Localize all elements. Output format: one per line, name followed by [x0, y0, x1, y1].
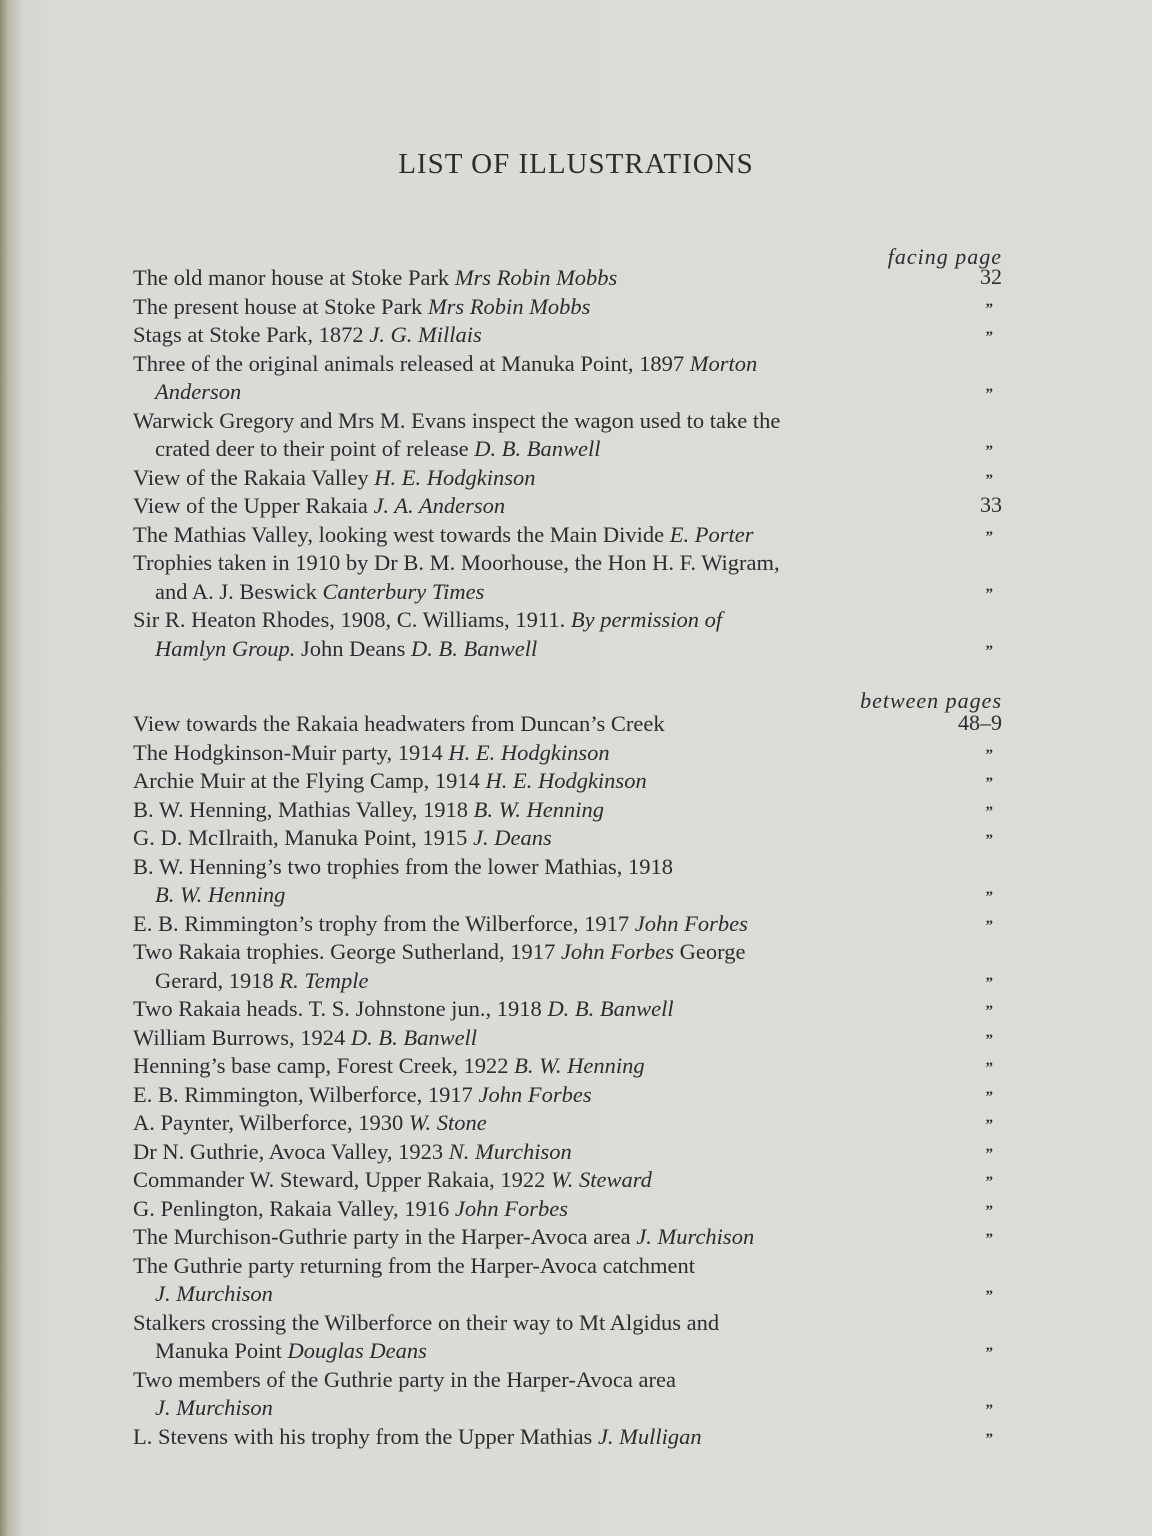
entry-caption: The Hodgkinson-Muir party, 1914	[133, 739, 449, 765]
ditto-mark: ”	[985, 528, 992, 545]
entry-caption: Archie Muir at the Flying Camp, 1914	[133, 768, 486, 793]
photo-credit: Hamlyn Group.	[155, 635, 296, 661]
entry-line	[133, 350, 757, 378]
entry-caption: Manuka Point	[155, 1338, 288, 1363]
photo-credit: W. Steward	[551, 1167, 652, 1192]
page-number: 33	[980, 492, 1002, 517]
entry-caption: A. Paynter, Wilberforce, 1930	[133, 1110, 409, 1135]
entry-line	[133, 1337, 427, 1365]
entry-caption: Sir R. Heaton Rhodes, 1908, C. Williams, 1911.	[133, 607, 571, 632]
entry-line	[133, 767, 647, 795]
entry-caption: G. D. McIlraith, Manuka Point, 1915	[133, 825, 473, 850]
section-heading: between pages	[860, 688, 1002, 713]
ditto-mark: ”	[985, 832, 992, 848]
ditto-mark: ”	[985, 917, 992, 934]
entry-line	[133, 1252, 695, 1280]
entry-line	[133, 1309, 719, 1337]
entry-caption: L. Stevens with his trophy from the Upper Mathias	[133, 1423, 598, 1449]
entry-line	[133, 796, 604, 824]
ditto-mark: ”	[985, 974, 992, 991]
photo-credit: John Forbes	[560, 939, 675, 964]
entry-caption: E. B. Rimmington, Wilberforce, 1917	[133, 1081, 479, 1107]
ditto-mark: ”	[985, 889, 992, 905]
photo-credit: By permission of	[570, 607, 723, 632]
entry-line	[133, 995, 674, 1023]
photo-credit: B. W. Henning	[514, 1053, 645, 1078]
photo-credit: Canterbury Times	[322, 578, 485, 604]
entry-line	[133, 549, 780, 577]
entry-caption: The Mathias Valley, looking west towards the Main Divide	[133, 521, 670, 547]
ditto-mark: ”	[985, 1003, 992, 1019]
photo-credit: J. Deans	[472, 825, 552, 850]
entry-line	[133, 521, 754, 549]
entry-line	[133, 938, 745, 966]
photo-credit: H. E. Hodgkinson	[448, 739, 610, 765]
entry-caption: Two members of the Guthrie party in the Harper-Avoca area	[133, 1366, 676, 1392]
entry-caption: The Guthrie party returning from the Harper-Avoca catchment	[133, 1252, 696, 1278]
photo-credit: D. B. Banwell	[547, 996, 674, 1021]
page-title: LIST OF ILLUSTRATIONS	[398, 148, 754, 180]
photo-credit: J. G. Millais	[369, 322, 482, 347]
ditto-mark: ”	[985, 642, 992, 659]
entry-line	[133, 378, 241, 406]
photo-credit: Anderson	[155, 379, 242, 404]
ditto-mark: ”	[985, 1202, 992, 1219]
entry-line	[133, 710, 665, 738]
entry-caption: Gerard, 1918	[155, 967, 280, 993]
entry-caption: Two Rakaia heads. T. S. Johnstone jun., 1918	[133, 996, 548, 1021]
ditto-mark: ”	[985, 775, 992, 791]
entry-caption: Commander W. Steward, Upper Rakaia, 1922	[133, 1167, 552, 1192]
photo-credit: H. E. Hodgkinson	[374, 464, 536, 490]
ditto-mark: ”	[985, 443, 992, 459]
entry-line	[133, 1166, 652, 1194]
ditto-mark: ”	[985, 471, 992, 488]
ditto-mark: ”	[985, 1430, 992, 1447]
entry-line	[133, 464, 536, 492]
entry-caption: The old manor house at Stoke Park	[133, 265, 455, 290]
photo-credit: John Forbes	[454, 1195, 568, 1221]
entry-caption: Dr N. Guthrie, Avoca Valley, 1923	[133, 1138, 449, 1164]
entry-caption: The Murchison-Guthrie party in the Harper-Avoca area	[133, 1224, 637, 1249]
entry-line	[133, 492, 505, 520]
entry-caption: The present house at Stoke Park	[133, 293, 428, 319]
entry-caption: John Deans	[295, 635, 412, 661]
photo-credit: H. E. Hodgkinson	[485, 768, 647, 793]
entry-line	[133, 321, 482, 349]
entry-caption: View of the Rakaia Valley	[133, 464, 375, 490]
entry-caption: Two Rakaia trophies. George Sutherland, 1917	[133, 939, 561, 964]
page-number: 48–9	[958, 710, 1002, 735]
entry-line	[133, 578, 484, 606]
ditto-mark: ”	[985, 329, 992, 345]
entry-line	[133, 293, 590, 321]
entry-line	[133, 435, 600, 463]
entry-line	[133, 606, 722, 634]
section-heading: facing page	[887, 244, 1002, 269]
entry-line	[133, 739, 610, 767]
entry-line	[133, 1109, 487, 1137]
entry-line	[133, 1366, 676, 1394]
entry-line	[133, 853, 673, 881]
entry-line	[133, 1138, 572, 1166]
photo-credit: J. Murchison	[636, 1224, 755, 1249]
entry-line	[133, 1052, 645, 1080]
ditto-mark: ”	[985, 300, 992, 317]
entry-caption: B. W. Henning’s two trophies from the lower Mathias, 1918	[133, 853, 673, 879]
entry-line	[133, 967, 369, 995]
ditto-mark: ”	[985, 1402, 992, 1418]
entry-caption: Stags at Stoke Park, 1872	[133, 322, 370, 347]
ditto-mark: ”	[985, 1345, 992, 1361]
ditto-mark: ”	[985, 585, 992, 602]
ditto-mark: ”	[985, 1288, 992, 1304]
photo-credit: D. B. Banwell	[350, 1024, 478, 1050]
entry-caption: View towards the Rakaia headwaters from Duncan’s Creek	[133, 711, 665, 736]
entry-caption: G. Penlington, Rakaia Valley, 1916	[133, 1195, 455, 1221]
photo-credit: Morton	[689, 350, 758, 376]
entry-line	[133, 264, 617, 292]
entry-line	[133, 881, 285, 909]
ditto-mark: ”	[985, 386, 992, 402]
photo-credit: J. Mulligan	[597, 1423, 702, 1449]
photo-credit: Douglas Deans	[287, 1338, 427, 1363]
ditto-mark: ”	[985, 803, 992, 820]
photo-credit: R. Temple	[279, 967, 369, 993]
entry-line	[133, 635, 537, 663]
photo-credit: N. Murchison	[448, 1138, 572, 1164]
ditto-mark: ”	[985, 1088, 992, 1105]
entry-caption: crated deer to their point of release	[155, 436, 475, 461]
page-number: 32	[980, 264, 1002, 289]
ditto-mark: ”	[985, 1145, 992, 1162]
entry-line	[133, 1394, 273, 1422]
entry-caption: Stalkers crossing the Wilberforce on their way to Mt Algidus and	[133, 1309, 720, 1335]
photo-credit: B. W. Henning	[155, 882, 286, 907]
entry-caption: Trophies taken in 1910 by Dr B. M. Moorhouse, the Hon H. F. Wigram,	[133, 550, 780, 575]
photo-credit: D. B. Banwell	[411, 635, 538, 661]
entry-line	[133, 1423, 702, 1451]
entry-line	[133, 407, 780, 435]
ditto-mark: ”	[985, 1231, 992, 1247]
entry-line	[133, 1195, 568, 1223]
entry-caption: George	[674, 939, 746, 964]
entry-caption: William Burrows, 1924	[133, 1024, 351, 1050]
entry-caption: Henning’s base camp, Forest Creek, 1922	[133, 1053, 515, 1078]
photo-credit: Mrs Robin Mobbs	[454, 265, 618, 290]
ditto-mark: ”	[985, 1174, 992, 1190]
entry-line	[133, 824, 552, 852]
ditto-mark: ”	[985, 746, 992, 763]
entry-line	[133, 1024, 477, 1052]
photo-credit: D. B. Banwell	[474, 436, 601, 461]
photo-credit: E. Porter	[669, 521, 754, 547]
ditto-mark: ”	[985, 1117, 992, 1133]
photo-credit: J. Murchison	[155, 1281, 273, 1306]
entry-caption: E. B. Rimmington’s trophy from the Wilberforce, 1917	[133, 910, 635, 936]
entry-line	[133, 1280, 273, 1308]
entry-line	[133, 910, 748, 938]
entry-caption: View of the Upper Rakaia	[133, 493, 374, 518]
photo-credit: B. W. Henning	[473, 796, 605, 822]
entry-caption: Three of the original animals released at Manuka Point, 1897	[133, 350, 690, 376]
photo-credit: J. Murchison	[155, 1395, 273, 1420]
photo-credit: John Forbes	[634, 910, 748, 936]
photo-credit: W. Stone	[408, 1110, 487, 1135]
entry-line	[133, 1223, 754, 1251]
photo-credit: J. A. Anderson	[373, 493, 506, 518]
entry-caption: Warwick Gregory and Mrs M. Evans inspect the wagon used to take the	[133, 407, 781, 433]
entry-line	[133, 1081, 592, 1109]
entry-caption: and A. J. Beswick	[155, 578, 323, 604]
photo-credit: John Forbes	[478, 1081, 592, 1107]
ditto-mark: ”	[985, 1031, 992, 1048]
entry-caption: B. W. Henning, Mathias Valley, 1918	[133, 796, 474, 822]
ditto-mark: ”	[985, 1060, 992, 1076]
photo-credit: Mrs Robin Mobbs	[427, 293, 591, 319]
